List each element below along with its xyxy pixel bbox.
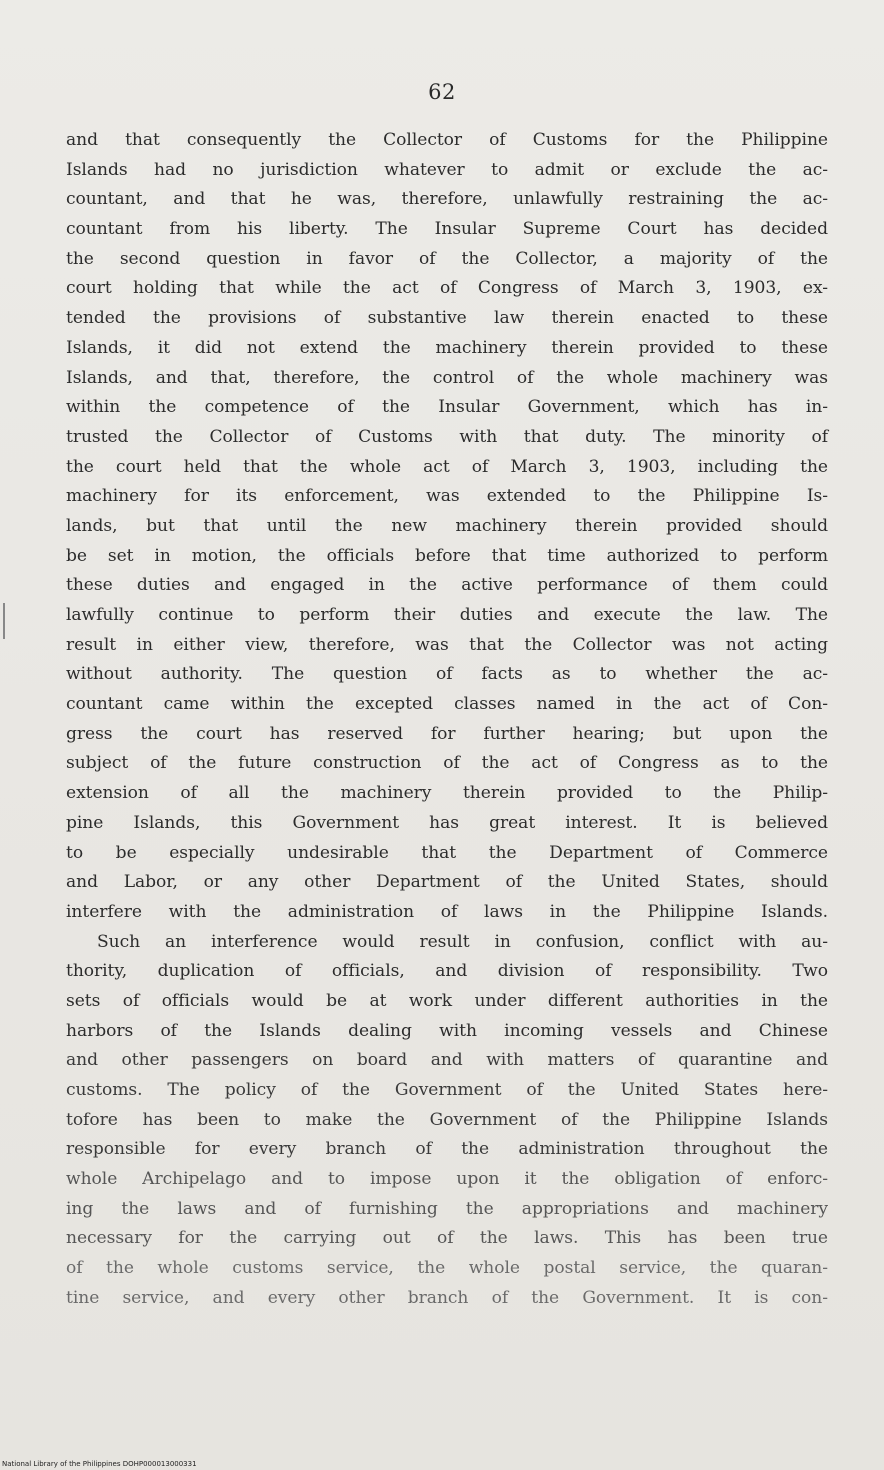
text-line: Islands had no jurisdiction whatever to admit or exclude the ac- [66, 159, 828, 180]
text-line: ing the laws and of furnishing the appropriations and machinery [66, 1198, 828, 1219]
text-line: and Labor, or any other Department of the United States, should [66, 872, 828, 893]
text-line: responsible for every branch of the administration throughout the [66, 1139, 828, 1160]
text-line: thority, duplication of officials, and division of responsibility. Two [66, 961, 828, 982]
text-line: countant, and that he was, therefore, unlawfully restraining the ac- [66, 189, 828, 210]
text-line: lawfully continue to perform their duties and execute the law. The [66, 605, 828, 625]
text-line: necessary for the carrying out of the laws. This has been true [66, 1228, 828, 1249]
page-number: 62 [428, 80, 456, 104]
text-line: lands, but that until the new machinery therein provided should [66, 515, 828, 536]
text-line: result in either view, therefore, was that the Collector was not acting [66, 634, 828, 655]
scan-edge-mark [3, 603, 5, 639]
text-line: be set in motion, the officials before that time authorized to perform [66, 545, 828, 566]
text-line: the court held that the whole act of March 3, 1903, including the [66, 456, 828, 477]
text-line: sets of officials would be at work under different authorities in the [66, 990, 828, 1011]
text-line: tofore has been to make the Government of the Philippine Islands [66, 1109, 828, 1130]
text-line: tended the provisions of substantive law therein enacted to these [66, 308, 828, 329]
body-text [66, 126, 828, 1314]
text-line: and other passengers on board and with matters of quarantine and [66, 1050, 828, 1071]
text-line: court holding that while the act of Congress of March 3, 1903, ex- [66, 278, 828, 299]
text-line: within the competence of the Insular Government, which has in- [66, 397, 828, 418]
text-line: gress the court has reserved for further hearing; but upon the [66, 723, 828, 744]
text-line: to be especially undesirable that the Department of Commerce [66, 842, 828, 863]
text-line: these duties and engaged in the active performance of them could [66, 575, 828, 596]
text-line: pine Islands, this Government has great interest. It is believed [66, 812, 828, 833]
text-line: trusted the Collector of Customs with that duty. The minority of [66, 426, 828, 447]
text-line: tine service, and every other branch of the Government. It is con- [66, 1287, 828, 1308]
text-line: machinery for its enforcement, was extended to the Philippine Is- [66, 486, 828, 507]
text-line: harbors of the Islands dealing with incoming vessels and Chinese [66, 1020, 828, 1041]
text-line: Such an interference would result in confusion, conflict with au- [97, 931, 828, 952]
text-line: subject of the future construction of the act of Congress as to the [66, 753, 828, 774]
text-line: without authority. The question of facts as to whether the ac- [66, 664, 828, 685]
text-line: interfere with the administration of laws in the Philippine Islands. [66, 901, 828, 922]
text-line: whole Archipelago and to impose upon it the obligation of enforc- [66, 1169, 828, 1190]
text-line: of the whole customs service, the whole postal service, the quaran- [66, 1258, 828, 1279]
scan-footer: National Library of the Philippines DOHP000013000331 [2, 1460, 197, 1468]
text-line: and that consequently the Collector of Customs for the Philippine [66, 130, 828, 150]
text-line: countant from his liberty. The Insular Supreme Court has decided [66, 219, 828, 240]
text-line: Islands, and that, therefore, the control of the whole machinery was [66, 367, 828, 388]
text-line: customs. The policy of the Government of the United States here- [66, 1080, 828, 1100]
text-line: Islands, it did not extend the machinery therein provided to these [66, 337, 828, 358]
text-line: the second question in favor of the Collector, a majority of the [66, 248, 828, 269]
text-line: extension of all the machinery therein provided to the Philip- [66, 783, 828, 804]
text-line: countant came within the excepted classes named in the act of Con- [66, 694, 828, 715]
